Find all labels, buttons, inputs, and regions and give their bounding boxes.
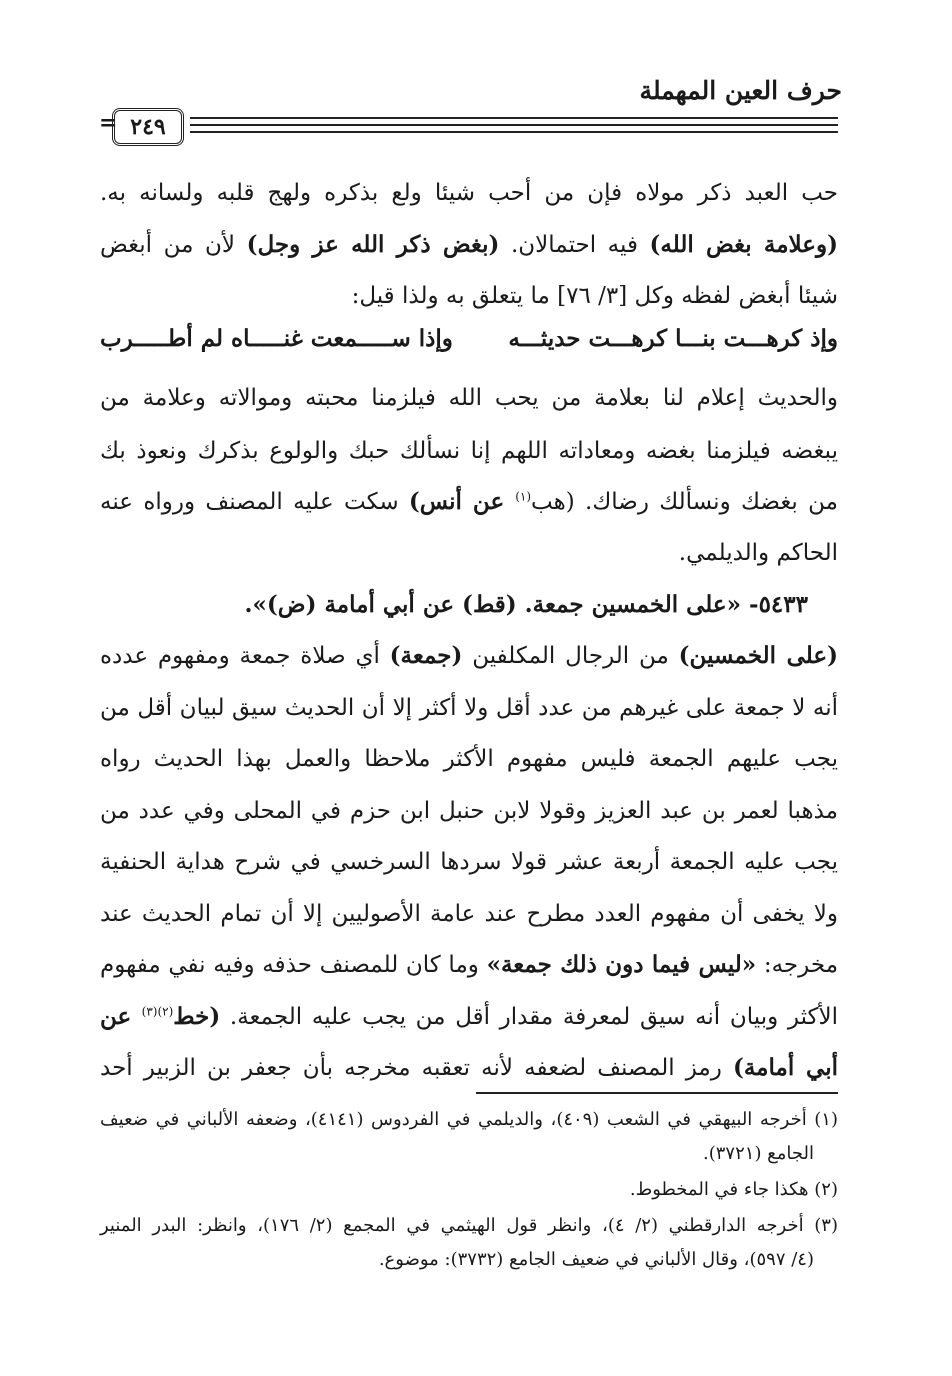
verse-hemistich-right: وإذ كرهـــت بنـــا كرهـــت حديثـــه (508, 325, 838, 352)
text-line-10: (على الخمسين) من الرجال المكلفين (جمعة) أي صلاة جمعة ومفهوم عدده (100, 642, 838, 669)
text-line-3: شيئا أبغض لفظه وكل [٣/ ٧٦] ما يتعلق به ولذا قيل: (351, 283, 838, 309)
text-line-15: ولا يخفى أن مفهوم العدد مطرح عند عامة الأصوليين إلا أن تمام الحديث عند (100, 901, 838, 927)
text-line-1: حب العبد ذكر مولاه فإن من أحب شيئا ولع بذكره ولهج قلبه ولسانه به. (100, 180, 838, 206)
text-line-12: يجب عليهم الجمعة فليس مفهوم الأكثر ملاحظا والعمل بهذا الحديث رواه (100, 746, 838, 772)
footnote-3-line-2: (٤/ ٥٩٧)، وقال الألباني في ضعيف الجامع (٣٧٣٢): موضوع. (378, 1249, 814, 1270)
footnote-1-line-1: (١) أخرجه البيهقي في الشعب (٤٠٩)، والديلمي في الفردوس (٤١٤١)، وضعفه الألباني في ضعيف (100, 1109, 838, 1130)
footnote-3-line-1: (٣) أخرجه الدارقطني (٢/ ٤)، وانظر قول الهيثمي في المجمع (٢/ ١٧٦)، وانظر: البدر المنير (100, 1215, 838, 1236)
chapter-title: حرف العين المهملة (639, 76, 842, 105)
text-line-2: (وعلامة بغض الله) فيه احتمالان. (بغض ذكر الله عز وجل) لأن من أبغض (100, 231, 838, 258)
text-line-5: والحديث إعلام لنا بعلامة من يحب الله فيلزمنا محبته وموالاته وعلامة من (100, 385, 838, 411)
text-line-13: مذهبا لعمر بن عبد العزيز وقولا لابن حنبل ابن حزم في المحلى وفي عدد من (100, 798, 838, 824)
footnote-ref-1: (١) (515, 489, 532, 504)
text-line-17: الأكثر وبيان أنه سيق لمعرفة مقدار أقل من يجب عليه الجمعة. (خط$^{(٢)(٣)}$ عن (100, 1003, 838, 1030)
page-number: ٢٤٩ (112, 108, 184, 146)
text-line-16: مخرجه: «ليس فيما دون ذلك جمعة» وما كان للمصنف حذفه وفيه نفي مفهوم (100, 951, 839, 978)
verse-hemistich-left: وإذا ســـــمعت غنـــــاه لم أطـــــرب (100, 325, 453, 352)
text-line-7: من بغضك ونسألك رضاك. (هب$^{(١)}$ عن أنس) سكت عليه المصنف ورواه عنه (100, 488, 838, 515)
text-line-6: يبغضه فيلزمنا بغضه ومعاداته اللهم إنا نسألك حبك والولوع بذكرك ونعوذ بك (100, 438, 838, 464)
hadith-heading: ٥٤٣٣- «على الخمسين جمعة. (قط) عن أبي أمامة (ض)». (244, 591, 808, 618)
footnote-2: (٢) هكذا جاء في المخطوط. (629, 1179, 838, 1200)
header-rule-bottom (190, 131, 838, 133)
text-line-18: أبي أمامة) رمز المصنف لضعفه لأنه تعقبه مخرجه بأن جعفر بن الزبير أحد (100, 1054, 838, 1081)
header-rule-mid (190, 124, 838, 126)
text-line-8: الحاكم والديلمي. (678, 540, 838, 566)
text-line-14: يجب عليه الجمعة أربعة عشر قولا سردها السرخسي في شرح هداية الحنفية (100, 849, 838, 875)
header-left-mark: = (99, 110, 118, 136)
text-line-11: أنه لا جمعة على غيرهم من عدد أقل ولا أكثر إلا أن الحديث سيق لبيان أقل من (100, 695, 838, 721)
poetry-verse (100, 325, 838, 352)
footnote-separator (476, 1092, 838, 1094)
header-rule-top (190, 117, 838, 119)
footnote-1-line-2: الجامع (٣٧٢١). (703, 1143, 814, 1164)
footnote-ref-2-3: (٢)(٣) (141, 1004, 174, 1019)
